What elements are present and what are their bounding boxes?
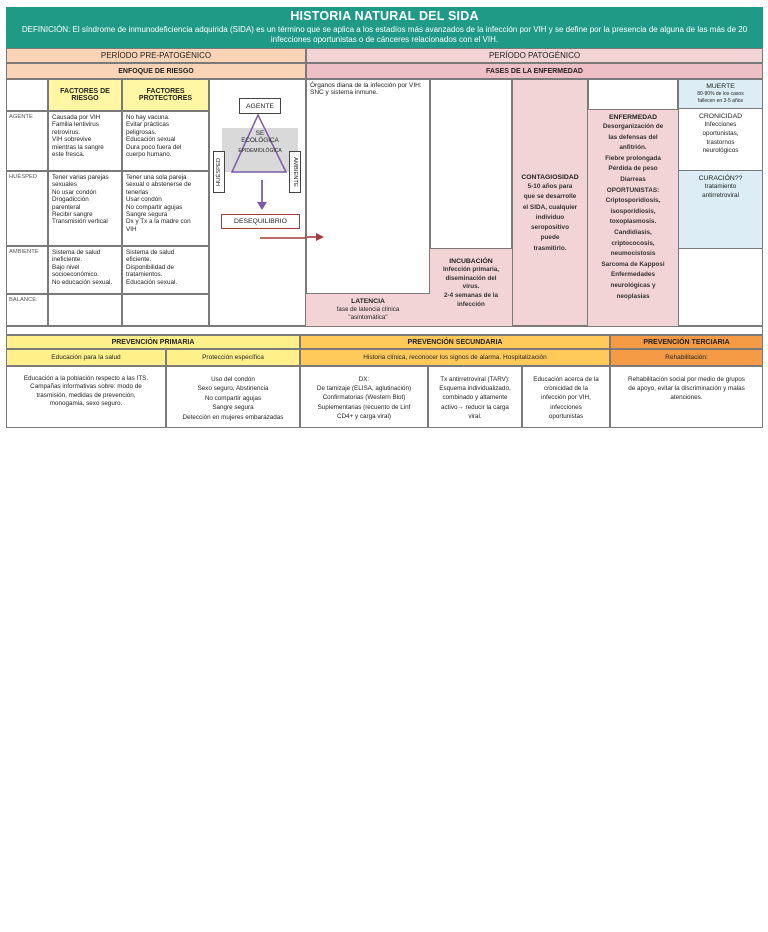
- cronicidad-text: Infecciones oportunistas, trastornos neurológicos: [702, 121, 739, 155]
- contagiosidad-title: CONTAGIOSIDAD: [521, 173, 579, 181]
- muerte-text: 80-90% de los casos fallecen en 3-5 años: [697, 91, 744, 104]
- prev-cell-rehabilitacion: Rehabilitación social por medio de grupos de apoyo, evitar la discriminación y malas atenciones.: [610, 366, 763, 428]
- muerte-title: MUERTE: [706, 82, 735, 90]
- incubacion-text: Infección primaria, diseminación del virus. 2-4 semanas de la infección: [443, 266, 499, 308]
- risk-corner: [6, 79, 48, 111]
- down-arrow-head: [257, 202, 267, 210]
- prevencion-secundaria-header: PREVENCIÓN SECUNDARIA: [300, 335, 610, 349]
- contagiosidad-text: 5-10 años para que se desarrolle el SIDA, cualquier individuo seropositivo puede trasmitirlo.: [522, 183, 578, 252]
- prevencion-primaria-header: PREVENCIÓN PRIMARIA: [6, 335, 300, 349]
- historia-header: Historia clínica, reconocer los signos de alarma. Hospitalización: [300, 349, 610, 366]
- organos-text: Órganos diana de la infección por VIH: SNC y sistema inmune.: [310, 82, 422, 97]
- phase-col-desenlace: [678, 79, 763, 326]
- curacion-title: CURACIÓN??: [698, 174, 743, 182]
- huesped-protectores: Tener una sola pareja sexual o abstenerse de tenerlas Usar condón No compartir agujas Sangre segura Dx y Tx a la madre con VIH: [122, 171, 209, 246]
- prev-cell-educacion-cronicidad: Educación acerca de la cronicidad de la infección por VIH, infecciones oportunistas: [522, 366, 610, 428]
- latencia-title: LATENCIA: [351, 297, 385, 305]
- triad-ambiente: [289, 151, 301, 193]
- row-label-ambiente: AMBIENTE: [6, 246, 48, 294]
- title-bar: [6, 7, 763, 48]
- incubacion-title: INCUBACIÓN: [449, 258, 493, 265]
- phase-col-enfermedad: [588, 79, 678, 326]
- triad-center: SE ECOLÓGICA: [241, 129, 279, 144]
- row-label-agente: AGENTE: [6, 111, 48, 171]
- latencia-text: fase de latencia clínica "asintomática": [336, 306, 400, 321]
- proteccion-header: Protección específica: [166, 349, 300, 366]
- ambiente-factores: Sistema de salud ineficiente. Bajo nivel socioeconómico. No educación sexual.: [48, 246, 122, 294]
- triad-agente: AGENTE: [239, 98, 281, 114]
- prev-cell-tx: Tx antirretroviral (TARV): Esquema individualizado, combinado y altamente activo→ reducir la carga viral.: [428, 366, 522, 428]
- huesped-vertical-label: HUÉSPED: [216, 157, 222, 187]
- ambiente-vertical-label: AMBIENTE: [292, 157, 299, 187]
- rehabilitacion-header: Rehabilitación:: [610, 349, 763, 366]
- definition-label: DEFINICIÓN:: [21, 25, 71, 34]
- prev-cell-dx: DX: De tamizaje (ELISA, aglutinación) Confirmatorias (Western Blot) Suplementarias (recuento de Linf CD4+ y carga viral): [300, 366, 428, 428]
- educacion-header: Educación para la salud: [6, 349, 166, 366]
- agente-protectores: No hay vacuna. Evitar prácticas peligrosas. Educación sexual Dura poco fuera del cuerpo humano.: [122, 111, 209, 171]
- row-label-huesped: HUÉSPED: [6, 171, 48, 246]
- contagiosidad-box: [513, 172, 587, 254]
- enfermedad-text: Desorganización de las defensas del anfitrión. Fiebre prolongada Pérdida de peso Diarreas OPORTUNISTAS: Criptosporidiosis, isosporidiosis, toxoplasmosis. Candidiasis, criptococosis, neumocistosis Sarcoma de Kapposi Enfermedades neurológicas y neoplasias: [601, 123, 665, 300]
- enfermedad-box: [588, 109, 678, 326]
- enfoque-header: ENFOQUE DE RIESGO: [6, 63, 306, 79]
- muerte-box: [679, 80, 762, 109]
- triad-center-sub: EPIDEMIOLÓGICA: [238, 148, 282, 154]
- balance-protectores: [122, 294, 209, 326]
- cronicidad-box: [679, 109, 762, 171]
- prevencion-terciaria-header: PREVENCIÓN TERCIARIA: [610, 335, 763, 349]
- ambiente-protectores: Sistema de salud eficiente. Disponibilidad de tratamientos. Educación sexual.: [122, 246, 209, 294]
- latencia-box: [306, 293, 430, 326]
- phase-col-contagiosidad: [512, 79, 588, 326]
- incubacion-box: [430, 248, 512, 326]
- balance-factores: [48, 294, 122, 326]
- page-title: HISTORIA NATURAL DEL SIDA: [290, 8, 479, 23]
- spacer-row: [6, 326, 763, 335]
- desequilibrio-box: DESEQUILIBRIO: [221, 214, 300, 229]
- triad-cell: [209, 79, 306, 326]
- cronicidad-title: CRONICIDAD: [698, 112, 743, 120]
- definition: [6, 25, 763, 47]
- enfermedad-title: ENFERMEDAD: [609, 113, 657, 121]
- definition-text: El síndrome de inmunodeficiencia adquirida (SIDA) es un término que se aplica a los estadíos más avanzados de la infección por VIH y se define por la presencia de alguna de las más de 20 infecciones oportunistas o de cánceres relacionados con el VIH.: [72, 25, 748, 44]
- prev-cell-proteccion: Uso del condón Sexo seguro, Abstinencia No compartir agujas Sangre segura Detección en mujeres embarazadas: [166, 366, 300, 428]
- pre-period-header: PERÍODO PRE-PATOGÉNICO: [6, 48, 306, 63]
- factores-header: FACTORES DE RIESGO: [48, 79, 122, 111]
- fases-header: FASES DE LA ENFERMEDAD: [306, 63, 763, 79]
- pato-period-header: PERÍODO PATOGÉNICO: [306, 48, 763, 63]
- curacion-box: [679, 171, 762, 249]
- protectores-header: FACTORES PROTECTORES: [122, 79, 209, 111]
- huesped-factores: Tener varias parejas sexuales No usar condón Drogadicción parenteral Recibir sangre Transmisión vertical: [48, 171, 122, 246]
- agente-factores: Causada por VIH Familia lentivirus retrovirus. VIH sobrevive mientras la sangre este fresca.: [48, 111, 122, 171]
- triad-huesped: [213, 151, 225, 193]
- triad-diagram: [210, 80, 307, 327]
- prev-cell-educacion: Educación a la población respecto a las ITS. Campañas informativas sobre: modo de trasmisión, medidas de prevención, monogamia, sexo seguro.: [6, 366, 166, 428]
- row-label-balance: BALANCE:: [6, 294, 48, 326]
- phase-col-organos: [306, 79, 430, 326]
- curacion-text: tratamiento antirretroviral: [702, 183, 739, 199]
- phase-col-incubacion: [430, 79, 512, 326]
